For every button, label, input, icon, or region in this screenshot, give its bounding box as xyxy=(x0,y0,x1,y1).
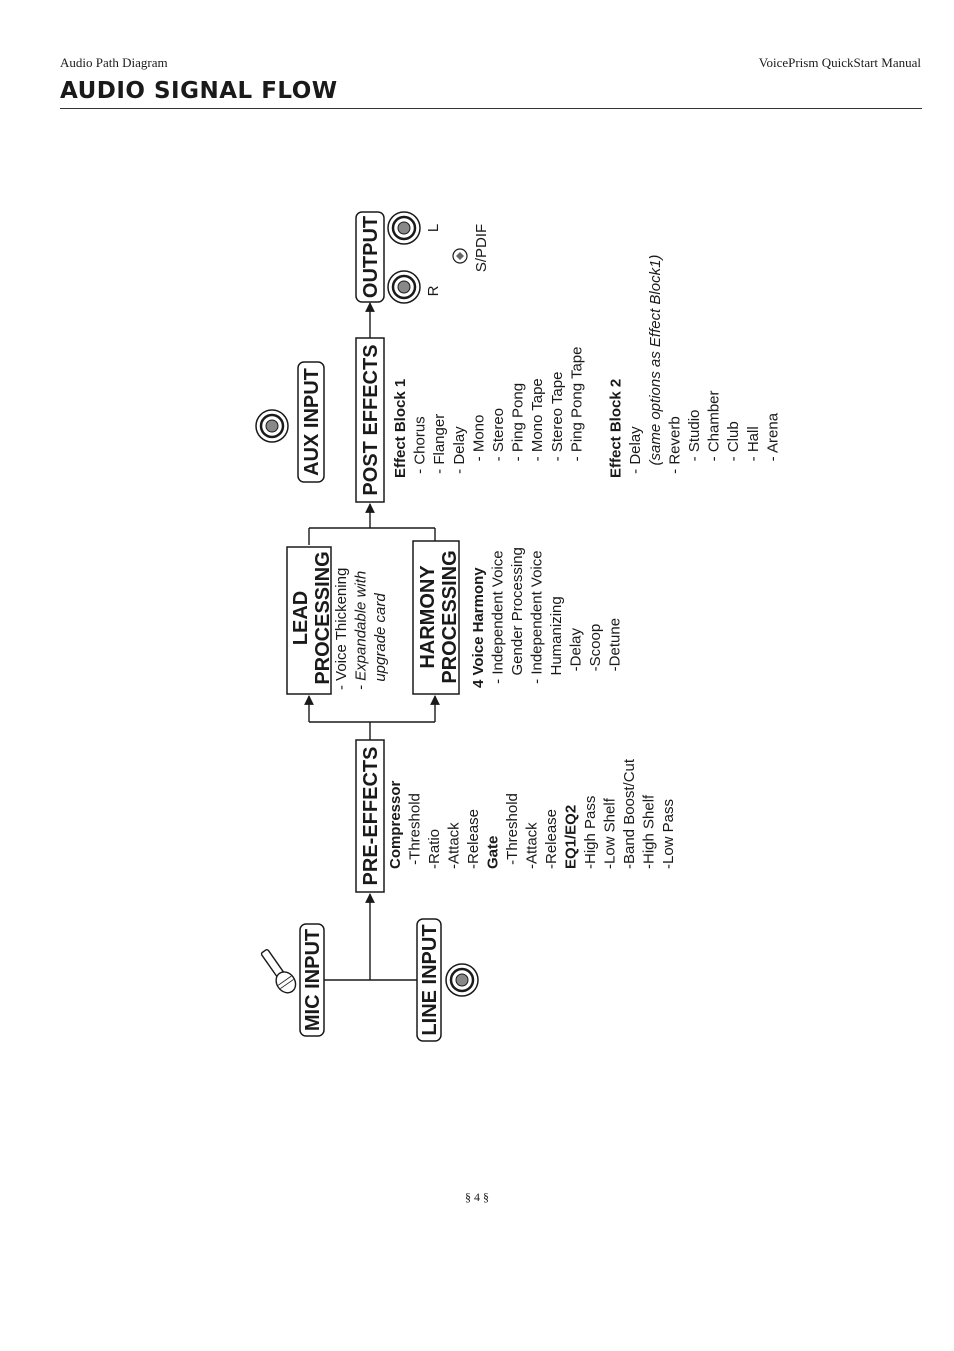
output-left-label: L xyxy=(425,223,442,233)
list-item: Humanizing xyxy=(548,596,565,688)
list-item: -Low Shelf xyxy=(601,798,619,869)
list-item: -Threshold xyxy=(504,793,521,869)
list-item: -Low Pass xyxy=(660,798,677,869)
header-left-text: Audio Path Diagram xyxy=(60,55,168,70)
list-item: - Stereo xyxy=(490,407,507,478)
list-item: -Ratio xyxy=(426,828,443,869)
list-item: -Delay xyxy=(567,627,585,688)
list-item: - Ping Pong Tape xyxy=(568,346,586,478)
output-left-jack-icon xyxy=(388,212,420,244)
list-item: -Band Boost/Cut xyxy=(621,758,638,869)
list-item: -Release xyxy=(465,808,482,869)
list-item: - Independent Voice xyxy=(489,550,507,688)
page-title: AUDIO SIGNAL FLOW xyxy=(60,78,338,104)
output-label: OUTPUT xyxy=(360,215,382,299)
line-input-jack-icon xyxy=(446,964,478,996)
pre-effects-label: PRE-EFFECTS xyxy=(360,746,382,886)
page-number: § 4 § xyxy=(465,1190,489,1204)
list-item: upgrade card xyxy=(372,593,389,690)
list-item: -Attack xyxy=(445,822,463,869)
pre-effects-list xyxy=(387,758,677,869)
line-input-label: LINE INPUT xyxy=(419,924,441,1036)
output-right-jack-icon xyxy=(388,271,420,303)
microphone-icon xyxy=(257,946,300,996)
harmony-processing-label-line2: PROCESSING xyxy=(439,550,461,684)
list-item: - Mono Tape xyxy=(529,378,547,478)
list-item: Gender Processing xyxy=(509,547,526,688)
list-item: - Hall xyxy=(744,426,762,478)
list-item: - Ping Pong xyxy=(509,382,527,478)
post-effects-list xyxy=(392,255,781,478)
list-item: - Mono xyxy=(470,414,488,478)
list-item: -Detune xyxy=(606,617,624,688)
list-item: - Independent Voice xyxy=(528,550,546,688)
list-item: EQ1/EQ2 xyxy=(562,804,580,869)
list-item: 4 Voice Harmony xyxy=(470,567,487,688)
list-item: - Expandable with xyxy=(352,570,370,690)
aux-input-jack-icon xyxy=(256,410,288,442)
list-item: - Delay xyxy=(627,426,645,478)
list-item: - Delay xyxy=(450,426,468,478)
list-item: - Chamber xyxy=(705,390,723,478)
spdif-connector-icon xyxy=(453,249,467,263)
list-item: - Reverb xyxy=(666,416,684,478)
list-item: Compressor xyxy=(387,780,404,869)
lead-processing-label-line2: PROCESSING xyxy=(312,551,334,685)
output-right-label: R xyxy=(425,285,442,297)
list-item: Effect Block 1 xyxy=(392,378,409,478)
list-item: -Scoop xyxy=(587,623,604,688)
list-item: - Chorus xyxy=(411,416,429,478)
mic-input-label: MIC INPUT xyxy=(302,928,324,1032)
list-item: - Stereo Tape xyxy=(548,371,566,478)
list-item: - Arena xyxy=(764,412,782,478)
harmony-processing-label-line1: HARMONY xyxy=(417,565,439,669)
header-right-text: VoicePrism QuickStart Manual xyxy=(758,55,921,70)
lead-processing-list xyxy=(333,568,389,690)
list-item: -High Pass xyxy=(582,795,599,869)
list-item: (same options as Effect Block1) xyxy=(646,254,664,478)
list-item: - Club xyxy=(725,421,743,478)
lead-processing-label-line1: LEAD xyxy=(290,590,312,646)
list-item: -Attack xyxy=(523,822,541,869)
list-item: Effect Block 2 xyxy=(607,378,625,478)
spdif-label: S/PDIF xyxy=(473,223,490,273)
list-item: -Threshold xyxy=(406,793,424,869)
list-item: - Voice Thickening xyxy=(333,567,350,690)
list-item: -Release xyxy=(543,808,560,869)
list-item: - Flanger xyxy=(431,413,449,478)
post-effects-label: POST EFFECTS xyxy=(360,344,382,496)
harmony-processing-list xyxy=(470,547,624,688)
aux-input-label: AUX INPUT xyxy=(301,368,323,476)
list-item: -High Shelf xyxy=(640,794,658,869)
list-item: - Studio xyxy=(686,409,703,478)
list-item: Gate xyxy=(484,835,502,869)
